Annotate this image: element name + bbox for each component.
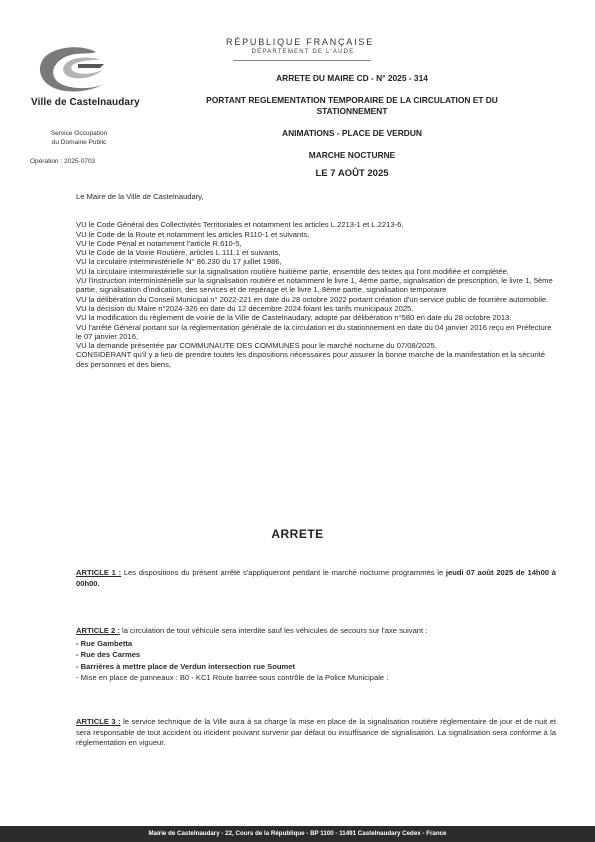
service-name [36,129,122,147]
consideration-item: VU le Code de la Route et notamment les articles R110-1 et suivants, [76,229,310,239]
street-item: - Rue Gambetta [76,638,133,648]
intro-line: Le Maire de la Ville de Castelnaudary, [76,192,204,201]
republic-heading: RÉPUBLIQUE FRANÇAISE [225,37,375,47]
department-heading: DÉPARTEMENT DE L'AUDE [251,49,355,55]
street-item: - Rue des Carmes [76,650,141,659]
article-2-text: la circulation de tout véhicule sera interdite sauf les véhicules de secours sur l'axe suivant : [119,626,428,635]
article-3 [76,717,556,749]
consideration-item: VU le Code Pénal et notamment l'article R.610-5, [76,238,242,248]
consideration-item: VU la demande présentée par COMMUNAUTE DES COMMUNES pour le marché nocturne du 07/08/2025. [76,341,437,351]
subject-line-1: PORTANT REGLEMENTATION TEMPORAIRE DE LA CIRCULATION ET DU [206,95,498,105]
article-2 [76,626,556,684]
article-1-dates: jeudi 07 août 2025 de 14h00 à 00h00. [76,568,556,588]
article-1-label: ARTICLE 1 : [76,568,122,577]
article-3-label: ARTICLE 3 : [76,717,121,726]
consideration-item: VU le Code Général des Collectivités Territoriales et notamment les articles L.2213-1 et L.2213-6, [76,220,404,230]
operation-number: Opération : 2025-0703 [30,158,96,165]
event-name: ANIMATIONS - PLACE DE VERDUN [282,128,422,138]
consideration-item: CONSIDERANT qu'il y a lieu de prendre toutes les dispositions nécessaires pour assurer la bonne marche de la manifestation et la sécurité des personnes et des biens, [76,350,545,369]
arrete-reference: ARRETE DU MAIRE CD - N° 2025 - 314 [276,73,428,83]
street-item: - Mise en place de panneaux : B0 - KC1 Route barrée sous contrôle de la Police Municipale : [76,673,389,682]
consideration-item: VU la circulaire interministérielle N° 86.230 du 17 juillet 1986, [76,257,282,267]
town-name: Ville de Castelnaudary [31,97,140,108]
market-name: MARCHE NOCTURNE [308,150,396,160]
consideration-item: VU la modification du règlement de voirie de la Ville de Castelnaudary, adopté par délibération n°580 en date du 28 octobre 2013. [76,313,512,323]
street-item: - Barrières à mettre place de Verdun intersection rue Soumet [76,661,296,671]
consideration-item: VU la délibération du Conseil Municipal n° 2022-221 en date du 28 octobre 2022 portant création d'un service public de fourrière automobile. [76,294,549,304]
town-logo [34,44,118,94]
considerations [76,192,556,369]
article-1 [76,568,556,589]
service-line-2: du Domaine Public [51,139,107,146]
service-line-1: Service Occupation [50,130,108,137]
subject-line-2: STATIONNEMENT [316,106,388,116]
article-2-label: ARTICLE 2 : [76,626,120,635]
consideration-item: VU la circulaire interministérielle sur la signalisation routière huitième partie, ensemble des textes qui l'ont modifiée et complétée, [76,266,509,276]
article-1-text: Les dispositions du présent arrêté s'appliqueront pendant le marché nocturne programmés le [121,568,446,577]
arrete-heading: ARRETE [271,527,324,541]
consideration-item: VU la décision du Maire n°2024-326 en date du 12 décembre 2024 fixant les tarifs municipaux 2025. [76,303,414,313]
article-3-text: le service technique de la Ville aura à sa charge la mise en place de la signalisation routière réglementaire de jour et de nuit et sera responsable de tout accident ou incident pouvant survenir par défaut ou insuffisance de signalisation. La signalisation sera conforme à la réglementation en vigueur. [76,717,556,747]
arrete-subject [172,95,532,117]
consideration-item: VU l'instruction interministérielle sur la signalisation routière et notamment le livre 1, 4ème partie, signalisation de prescription, le livre 1, 5ème partie, signalisation d'indication, des services et de repérage et le livre 1, 8ème partie, signalisation temporaire [76,276,553,295]
consideration-item: VU l'arrêté Général portant sur la réglementation générale de la circulation et du stationnement en date du 04 janvier 2016 reçu en Préfecture le 07 janvier 2016, [76,322,552,341]
header-divider [233,60,371,61]
footer-address: Mairie de Castelnaudary - 22, Cours de la République - BP 1100 - 11491 Castelnaudary Cedex - France [0,826,595,842]
consideration-item: VU le Code de la Voirie Routière, articles L.111.1 et suivants, [76,248,281,258]
event-date: LE 7 AOÛT 2025 [315,168,389,179]
